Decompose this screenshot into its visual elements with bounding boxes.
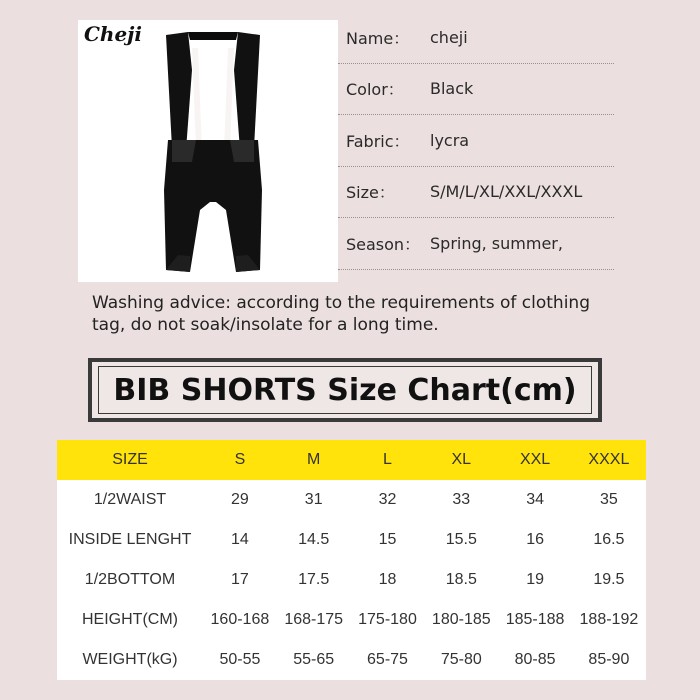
- table-row: [57, 560, 646, 600]
- spec-row-size: [338, 167, 614, 219]
- table-cell: 14.5: [298, 531, 330, 548]
- table-cell: 31: [304, 491, 323, 508]
- header-cell: L: [383, 451, 392, 468]
- spec-table: [338, 12, 614, 270]
- spec-key: Season：: [346, 234, 421, 254]
- spec-row-fabric: [338, 115, 614, 167]
- spec-row-color: [338, 64, 614, 116]
- size-chart-table: [57, 440, 646, 680]
- table-cell: 17: [231, 571, 249, 588]
- brand-logo: Cheji: [84, 22, 143, 46]
- row-label: INSIDE LENGHT: [68, 531, 192, 548]
- table-cell: 19: [526, 571, 544, 588]
- table-cell: 33: [452, 491, 471, 508]
- table-cell: 15.5: [445, 531, 477, 548]
- table-cell: 50-55: [219, 651, 261, 668]
- chart-title: BIB SHORTS Size Chart(cm): [98, 366, 592, 414]
- header-cell: SIZE: [112, 451, 148, 468]
- table-cell: 85-90: [588, 651, 630, 668]
- spec-key: Fabric：: [346, 131, 410, 151]
- spec-value: Black: [430, 79, 474, 99]
- row-label: 1/2WAIST: [93, 491, 167, 508]
- table-cell: 188-192: [579, 611, 639, 628]
- size-chart-header: [57, 440, 646, 480]
- spec-row-season: [338, 218, 614, 270]
- table-cell: 168-175: [284, 611, 344, 628]
- table-row: [57, 640, 646, 680]
- table-cell: 75-80: [440, 651, 482, 668]
- spec-value: lycra: [430, 130, 470, 150]
- table-cell: 80-85: [514, 651, 556, 668]
- table-cell: 16.5: [593, 531, 625, 548]
- table-cell: 34: [526, 491, 544, 508]
- row-label: WEIGHT(kG): [82, 651, 178, 668]
- table-cell: 29: [231, 491, 249, 508]
- bib-shorts-image: [158, 30, 268, 280]
- chart-title-box: [88, 358, 602, 422]
- table-row: [57, 600, 646, 640]
- table-cell: 18: [378, 571, 397, 588]
- table-cell: 160-168: [210, 611, 270, 628]
- table-row: [57, 520, 646, 560]
- table-cell: 65-75: [367, 651, 408, 668]
- spec-key: Name：: [346, 28, 410, 48]
- table-cell: 185-188: [505, 611, 565, 628]
- row-label: HEIGHT(CM): [82, 611, 178, 628]
- header-cell: XL: [451, 451, 472, 468]
- row-label: 1/2BOTTOM: [84, 571, 176, 588]
- spec-value: cheji: [430, 27, 468, 47]
- header-cell: XXL: [519, 451, 551, 468]
- table-cell: 15: [378, 531, 397, 548]
- spec-key: Size：: [346, 183, 395, 203]
- washing-advice: Washing advice: according to the requirements of clothing tag, do not soak/insolate for a long time.: [92, 293, 590, 335]
- product-photo: [78, 20, 338, 282]
- spec-row-name: [338, 12, 614, 64]
- table-cell: 32: [378, 491, 397, 508]
- spec-value: Spring, summer,: [430, 233, 563, 253]
- table-cell: 175-180: [358, 611, 417, 628]
- table-cell: 19.5: [593, 571, 625, 588]
- table-cell: 17.5: [298, 571, 330, 588]
- spec-value: S/M/L/XL/XXL/XXXL: [430, 182, 583, 202]
- header-cell: M: [307, 451, 321, 468]
- table-cell: 35: [599, 491, 618, 508]
- table-cell: 180-185: [431, 611, 491, 628]
- table-cell: 14: [231, 531, 249, 548]
- table-cell: 16: [526, 531, 544, 548]
- header-cell: XXXL: [588, 451, 630, 468]
- header-cell: S: [234, 451, 246, 468]
- table-cell: 55-65: [293, 651, 335, 668]
- spec-key: Color：: [346, 80, 404, 100]
- table-cell: 18.5: [445, 571, 477, 588]
- table-row: [57, 480, 646, 520]
